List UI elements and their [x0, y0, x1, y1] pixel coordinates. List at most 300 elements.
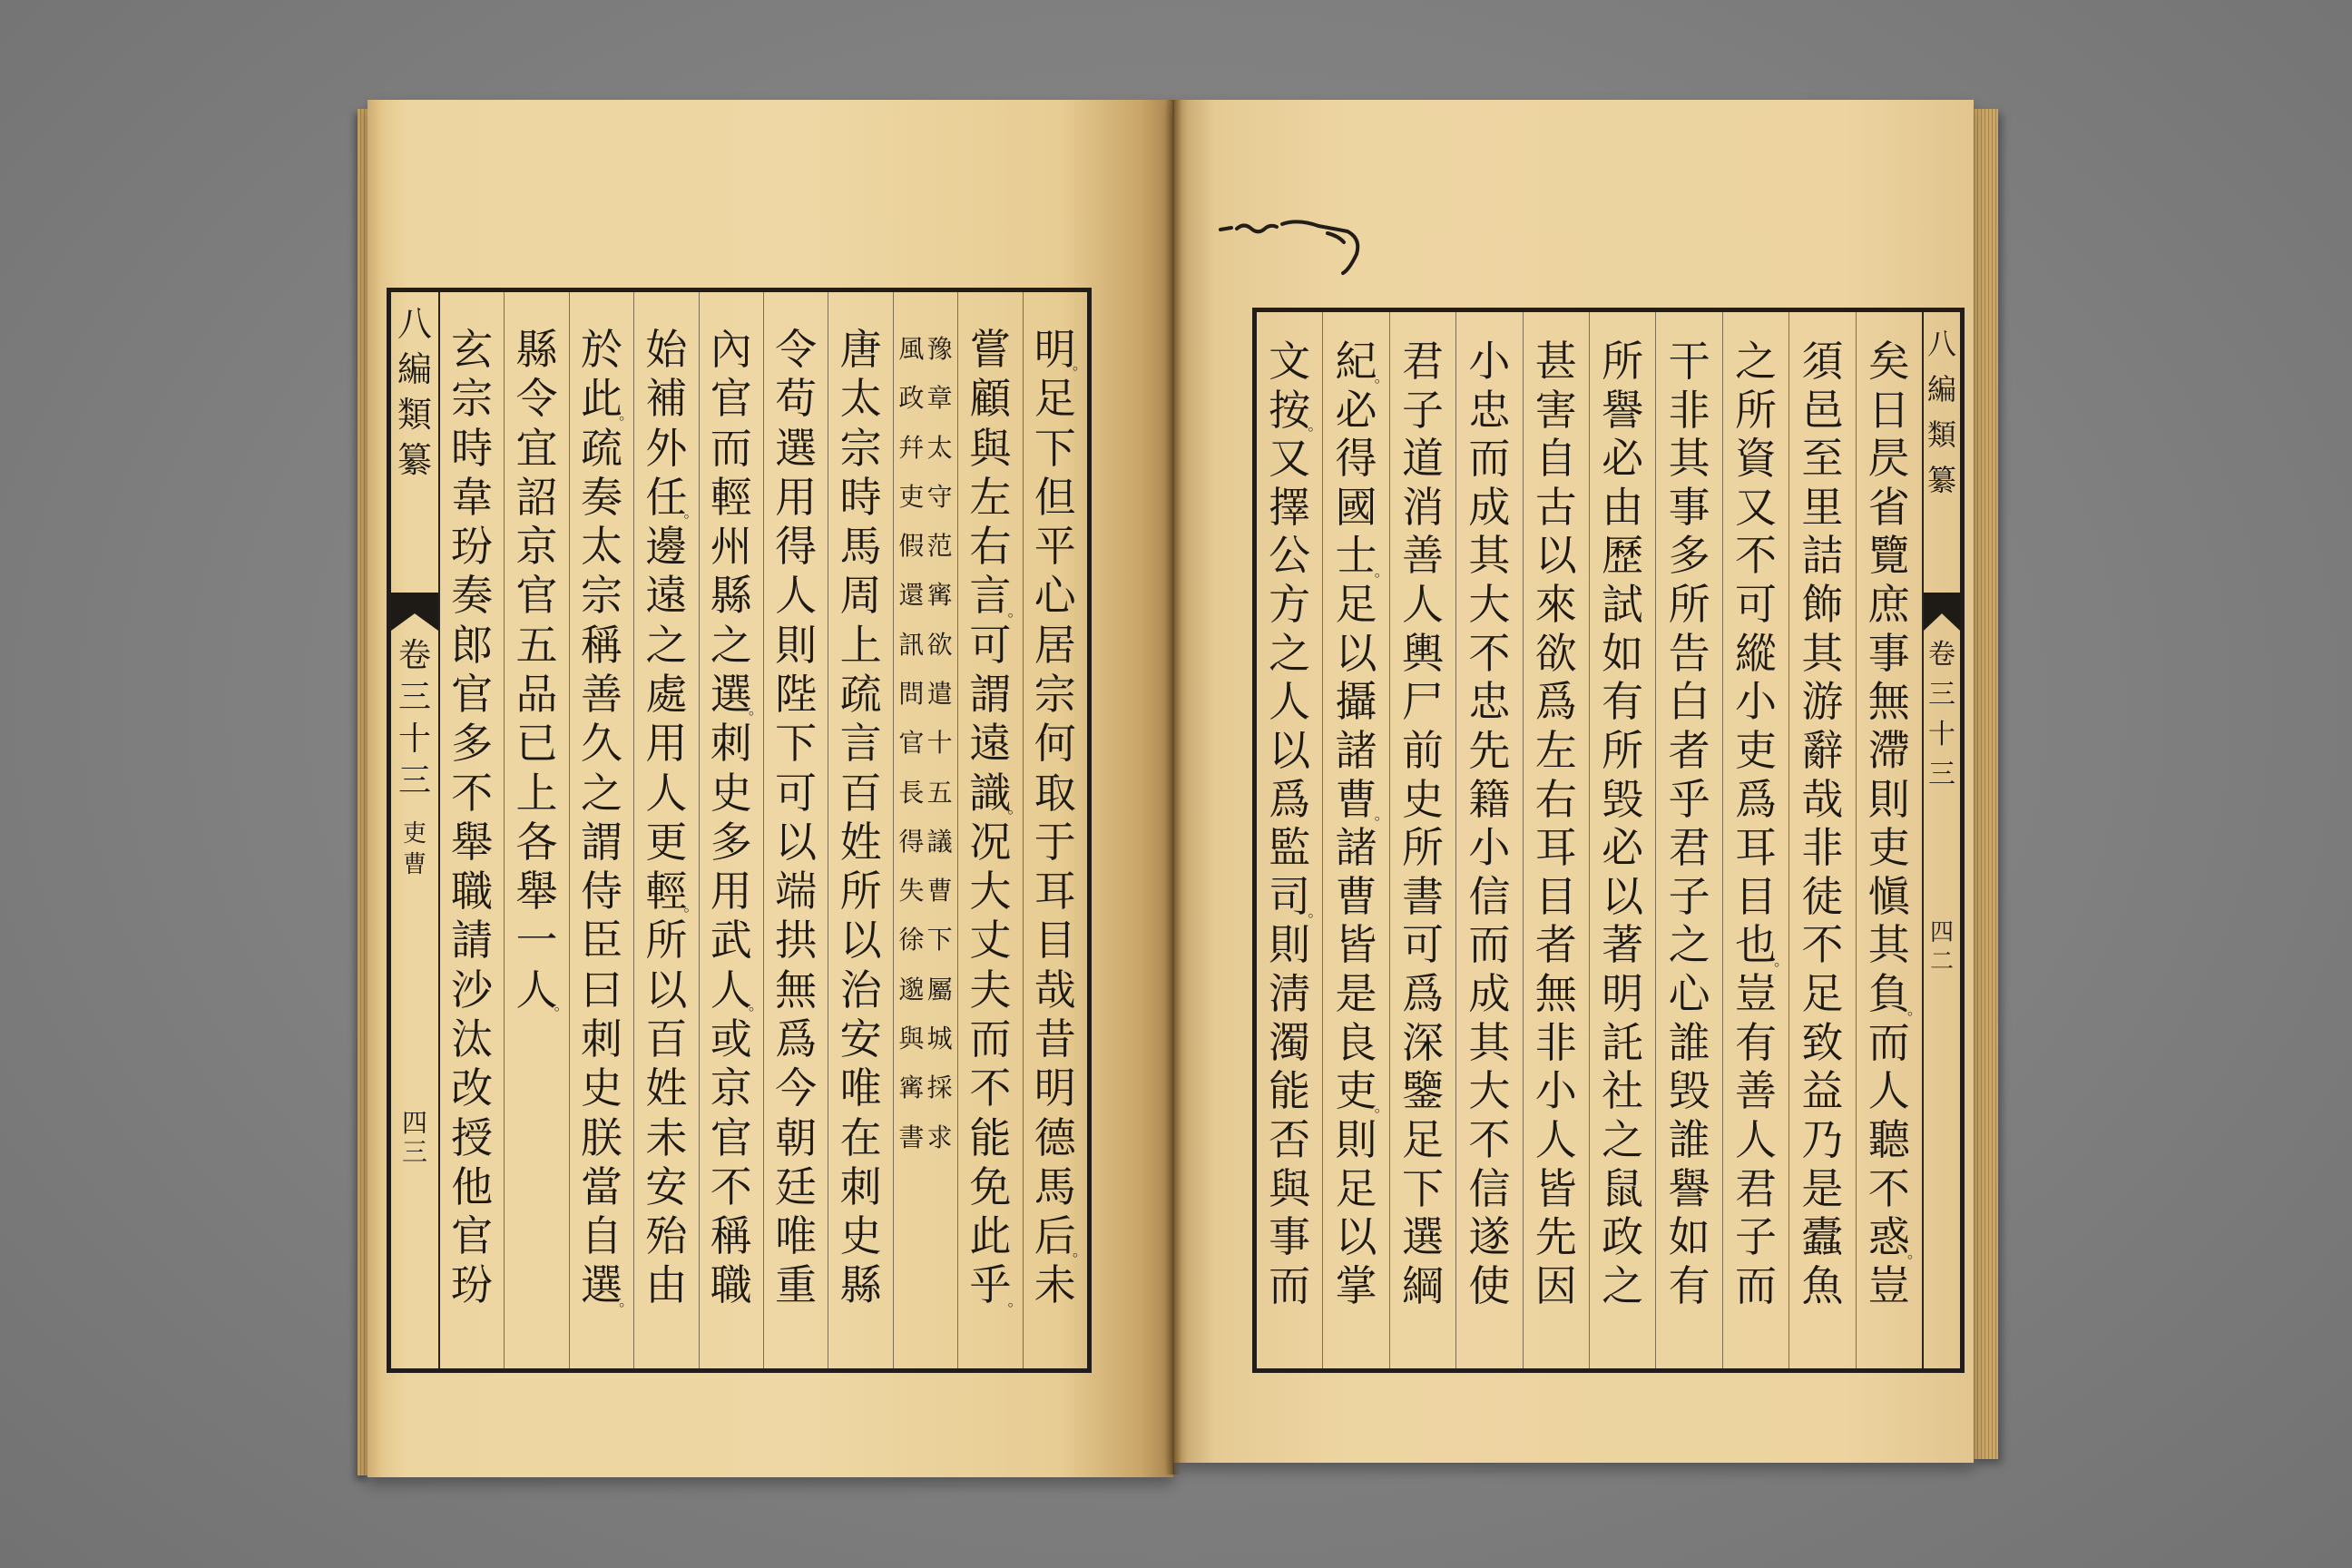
glyph: 必 [1335, 385, 1377, 435]
glyph: 官 [451, 670, 494, 719]
glyph: 沙 [451, 965, 494, 1014]
glyph: 也 [1734, 920, 1777, 970]
glyph: 但 [1034, 472, 1076, 522]
glyph: 與 [969, 423, 1012, 473]
punctuation-mark: 。 [1308, 416, 1323, 435]
glyph: 謂 [969, 670, 1012, 719]
glyph: 類 [1926, 417, 1956, 452]
column-text [1323, 312, 1388, 1368]
glyph: 而 [1468, 434, 1511, 484]
glyph: 矣 [1867, 337, 1910, 386]
glyph: 以 [645, 965, 688, 1014]
text-column [1656, 312, 1722, 1368]
glyph: 三 [1928, 759, 1955, 790]
page-number [391, 1109, 438, 1169]
annotation-text [926, 292, 954, 1368]
glyph: 官 [710, 1112, 752, 1162]
glyph: 不 [1734, 531, 1777, 581]
glyph: 社 [1602, 1066, 1644, 1116]
glyph: 多 [710, 817, 752, 867]
glyph: 因 [1534, 1260, 1577, 1310]
glyph: 用 [645, 719, 688, 769]
glyph: 更 [645, 817, 688, 867]
glyph: 告 [1668, 628, 1710, 678]
glyph: 使 [1468, 1260, 1511, 1310]
glyph: 令 [775, 325, 818, 374]
glyph: 益 [1801, 1066, 1844, 1116]
glyph: 忠 [1468, 677, 1511, 727]
glyph: 顧 [969, 374, 1012, 424]
glyph: 曰 [580, 965, 622, 1014]
glyph: 五 [926, 777, 953, 808]
glyph: 假 [898, 531, 925, 562]
glyph: 自 [1534, 434, 1577, 484]
glyph: 三 [1928, 679, 1955, 710]
glyph: 于 [1034, 817, 1076, 867]
glyph: 下 [926, 925, 953, 956]
punctuation-mark: 。 [1374, 563, 1389, 581]
glyph: 刺 [839, 1161, 882, 1211]
glyph: 此 [969, 1211, 1012, 1261]
punctuation-mark: 。 [1774, 952, 1789, 970]
glyph: 后 [1034, 1211, 1076, 1261]
glyph: 所 [1668, 580, 1710, 630]
glyph: 人 [1734, 1114, 1777, 1164]
glyph: 事 [1668, 482, 1710, 532]
glyph: 干 [1668, 337, 1710, 386]
glyph: 欲 [1534, 628, 1577, 678]
glyph: 謂 [580, 817, 622, 867]
glyph: 之 [1668, 920, 1710, 970]
punctuation-mark: 。 [1374, 368, 1389, 386]
glyph: 採 [926, 1073, 953, 1103]
glyph: 又 [1734, 482, 1777, 532]
glyph: 之 [645, 620, 688, 670]
glyph: 史 [710, 768, 752, 818]
glyph: 幷 [898, 432, 925, 463]
glyph: 與 [898, 1024, 925, 1054]
glyph: 前 [1401, 725, 1444, 775]
glyph: 有 [1602, 677, 1644, 727]
glyph: 太 [839, 374, 882, 424]
glyph: 馬 [839, 522, 882, 572]
glyph: 守 [926, 481, 953, 512]
glyph: 方 [1269, 580, 1311, 630]
glyph: 足 [1335, 580, 1377, 630]
glyph: 所 [645, 916, 688, 965]
glyph: 文 [1269, 337, 1311, 386]
glyph: 其 [1468, 1017, 1511, 1067]
glyph: 則 [1867, 774, 1910, 824]
glyph: 遠 [969, 719, 1012, 769]
glyph: 書 [898, 1122, 925, 1152]
glyph: 爲 [775, 1014, 818, 1063]
glyph: 小 [1468, 337, 1511, 386]
glyph: 大 [1468, 1066, 1511, 1116]
text-column [1723, 312, 1789, 1368]
punctuation-mark: 。 [1374, 806, 1389, 824]
column-text [505, 292, 568, 1368]
glyph: 人 [710, 965, 752, 1014]
glyph: 爲 [1534, 677, 1577, 727]
glyph: 縱 [1734, 628, 1777, 678]
glyph: 曹 [1335, 871, 1377, 921]
glyph: 史 [839, 1211, 882, 1261]
glyph: 士 [1335, 531, 1377, 581]
glyph: 玢 [451, 522, 494, 572]
glyph: 免 [969, 1161, 1012, 1211]
glyph: 失 [898, 876, 925, 906]
glyph: 足 [1034, 374, 1076, 424]
glyph: 鼠 [1602, 1163, 1644, 1213]
glyph: 淸 [1269, 969, 1311, 1019]
glyph: 與 [1269, 1163, 1311, 1213]
glyph: 在 [839, 1112, 882, 1162]
glyph: 遣 [926, 679, 953, 709]
column-text [1857, 312, 1922, 1368]
glyph: 范 [926, 531, 953, 562]
glyph: 宗 [451, 374, 494, 424]
glyph: 長 [898, 777, 925, 808]
glyph: 重 [775, 1260, 818, 1310]
glyph: 心 [1034, 571, 1076, 621]
glyph: 來 [1534, 580, 1577, 630]
glyph: 譽 [1668, 1163, 1710, 1213]
glyph: 曹 [1335, 774, 1377, 824]
glyph: 右 [1534, 774, 1577, 824]
glyph: 徒 [1801, 871, 1844, 921]
glyph: 毁 [1668, 1066, 1710, 1116]
glyph: 屬 [926, 974, 953, 1004]
glyph: 未 [1034, 1260, 1076, 1310]
glyph: 唯 [839, 1063, 882, 1113]
glyph: 三 [401, 1137, 427, 1167]
glyph: 百 [645, 1014, 688, 1063]
text-body [440, 292, 1087, 1368]
glyph: 唐 [839, 325, 882, 374]
glyph: 邊 [645, 522, 688, 572]
glyph: 豈 [1734, 969, 1777, 1019]
column-text [1456, 312, 1522, 1368]
glyph: 君 [1668, 823, 1710, 873]
column-text [570, 292, 633, 1368]
glyph: 卷 [1928, 639, 1955, 671]
glyph: 爲 [1269, 774, 1311, 824]
glyph: 稱 [580, 620, 622, 670]
glyph: 京 [515, 522, 558, 572]
glyph: 之 [1602, 1260, 1644, 1310]
glyph: 濁 [1269, 1017, 1311, 1067]
fishtail-mark [391, 593, 438, 631]
glyph: 攝 [1335, 677, 1377, 727]
glyph: 由 [1602, 482, 1644, 532]
text-column [1524, 312, 1590, 1368]
glyph: 之 [1734, 337, 1777, 386]
glyph: 子 [1401, 385, 1444, 435]
glyph: 監 [1269, 823, 1311, 873]
glyph: 十 [926, 728, 953, 759]
glyph: 事 [1867, 628, 1910, 678]
glyph: 端 [775, 867, 818, 916]
glyph: 人 [515, 965, 558, 1014]
glyph: 姓 [839, 817, 882, 867]
glyph: 多 [1668, 531, 1710, 581]
glyph: 著 [1602, 920, 1644, 970]
glyph: 非 [1668, 385, 1710, 435]
glyph: 歷 [1602, 531, 1644, 581]
column-text [958, 292, 1022, 1368]
glyph: 小 [1534, 1066, 1577, 1116]
glyph: 是 [1801, 1163, 1844, 1213]
glyph: 官 [451, 1211, 494, 1261]
glyph: 平 [1034, 522, 1076, 572]
glyph: 目 [1034, 916, 1076, 965]
glyph: 而 [1734, 1260, 1777, 1310]
glyph: 百 [839, 768, 882, 818]
glyph: 乃 [1801, 1114, 1844, 1164]
page-edge-stack [1971, 109, 1998, 1459]
text-column [505, 292, 569, 1368]
glyph: 下 [1034, 423, 1076, 473]
glyph: 皆 [1534, 1163, 1577, 1213]
glyph: 風 [898, 334, 925, 364]
glyph: 大 [969, 867, 1012, 916]
glyph: 奏 [451, 571, 494, 621]
glyph: 下 [1401, 1163, 1444, 1213]
glyph: 無 [1534, 969, 1577, 1019]
glyph: 以 [1602, 871, 1644, 921]
glyph: 廷 [775, 1161, 818, 1211]
glyph: 刺 [710, 719, 752, 769]
glyph: 君 [1734, 1163, 1777, 1213]
glyph: 未 [645, 1112, 688, 1162]
glyph: 用 [710, 867, 752, 916]
glyph: 掌 [1335, 1260, 1377, 1310]
glyph: 則 [775, 620, 818, 670]
glyph: 所 [1734, 385, 1777, 435]
glyph: 朝 [775, 1112, 818, 1162]
glyph: 不 [451, 768, 494, 818]
glyph: 下 [775, 719, 818, 769]
glyph: 可 [1401, 920, 1444, 970]
glyph: 章 [926, 383, 953, 414]
glyph: 縣 [515, 325, 558, 374]
punctuation-mark: 。 [1007, 1291, 1023, 1309]
glyph: 所 [1401, 823, 1444, 873]
glyph: 陛 [775, 670, 818, 719]
glyph: 馬 [1034, 1161, 1076, 1211]
annotation-line [926, 292, 954, 1368]
glyph: 殆 [645, 1211, 688, 1261]
glyph: 此 [580, 374, 622, 424]
glyph: 善 [1401, 531, 1444, 581]
glyph: 諸 [1335, 823, 1377, 873]
glyph: 試 [1602, 580, 1644, 630]
column-text [634, 292, 698, 1368]
glyph: 史 [1401, 774, 1444, 824]
glyph: 事 [1269, 1212, 1311, 1262]
punctuation-mark: 。 [1374, 1097, 1389, 1115]
glyph: 以 [839, 916, 882, 965]
book-gutter [1165, 100, 1181, 1475]
annotation-text [897, 292, 926, 1368]
glyph: 汰 [451, 1014, 494, 1063]
glyph: 玢 [451, 1260, 494, 1310]
glyph: 鑒 [1401, 1066, 1444, 1116]
glyph: 爲 [1401, 969, 1444, 1019]
glyph: 苟 [775, 374, 818, 424]
punctuation-mark: 。 [683, 897, 699, 916]
glyph: 徐 [898, 925, 925, 956]
glyph: 處 [645, 670, 688, 719]
glyph: 居 [1034, 620, 1076, 670]
glyph: 或 [710, 1014, 752, 1063]
column-text [828, 292, 892, 1368]
text-column [440, 292, 505, 1368]
glyph: 明 [1602, 969, 1644, 1019]
glyph: 唯 [775, 1211, 818, 1261]
glyph: 諸 [1335, 725, 1377, 775]
glyph: 各 [515, 817, 558, 867]
glyph: 已 [515, 719, 558, 769]
glyph: 况 [969, 817, 1012, 867]
glyph: 擇 [1269, 482, 1311, 532]
glyph: 姓 [645, 1063, 688, 1113]
glyph: 皆 [1335, 920, 1377, 970]
column-text [1024, 292, 1087, 1368]
punctuation-mark: 。 [1007, 602, 1023, 620]
book-title [391, 301, 438, 492]
glyph: 任 [645, 472, 688, 522]
glyph: 時 [839, 472, 882, 522]
glyph: 人 [645, 768, 688, 818]
glyph: 輕 [710, 472, 752, 522]
page-margin-strip [391, 292, 440, 1368]
glyph: 拱 [775, 916, 818, 965]
glyph: 而 [1269, 1260, 1311, 1310]
glyph: 宗 [580, 571, 622, 621]
glyph: 之 [1269, 628, 1311, 678]
glyph: 不 [1801, 920, 1844, 970]
glyph: 至 [1801, 434, 1844, 484]
glyph: 魚 [1801, 1260, 1844, 1310]
glyph: 人 [1269, 677, 1311, 727]
glyph: 得 [775, 522, 818, 572]
glyph: 邑 [1801, 385, 1844, 435]
glyph: 編 [1926, 372, 1956, 407]
text-column [1024, 292, 1087, 1368]
column-text [1789, 312, 1855, 1368]
glyph: 其 [1468, 531, 1511, 581]
glyph: 三 [397, 762, 431, 799]
punctuation-mark: 。 [1906, 1000, 1922, 1018]
glyph: 政 [898, 383, 925, 414]
glyph: 哉 [1034, 965, 1076, 1014]
glyph: 內 [710, 325, 752, 374]
glyph: 信 [1468, 1163, 1511, 1213]
glyph: 可 [969, 620, 1012, 670]
glyph: 政 [1602, 1212, 1644, 1262]
glyph: 白 [1668, 677, 1710, 727]
glyph: 久 [580, 719, 622, 769]
glyph: 目 [1734, 871, 1777, 921]
glyph: 消 [1401, 482, 1444, 532]
glyph: 公 [1269, 531, 1311, 581]
glyph: 之 [1602, 1114, 1644, 1164]
glyph: 不 [1468, 628, 1511, 678]
glyph: 以 [1335, 1212, 1377, 1262]
glyph: 其 [1668, 434, 1710, 484]
glyph: 武 [710, 916, 752, 965]
glyph: 飾 [1801, 580, 1844, 630]
glyph: 省 [1867, 482, 1910, 532]
glyph: 籍 [1468, 774, 1511, 824]
glyph: 明 [1034, 1063, 1076, 1113]
glyph: 足 [1401, 1114, 1444, 1164]
column-text [1723, 312, 1788, 1368]
glyph: 豈 [1867, 1260, 1910, 1310]
glyph: 小 [1734, 677, 1777, 727]
text-column [634, 292, 699, 1368]
glyph: 愼 [1867, 871, 1910, 921]
glyph: 城 [926, 1024, 953, 1054]
punctuation-mark: 。 [748, 701, 763, 719]
glyph: 害 [1534, 385, 1577, 435]
volume-label [391, 635, 438, 808]
glyph: 必 [1602, 823, 1644, 873]
glyph: 四 [401, 1108, 427, 1138]
glyph: 一 [515, 916, 558, 965]
glyph: 京 [710, 1063, 752, 1113]
glyph: 卷 [397, 637, 431, 674]
glyph: 毁 [1602, 774, 1644, 824]
glyph: 言 [839, 719, 882, 769]
text-body [1257, 312, 1922, 1368]
glyph: 蠹 [1801, 1212, 1844, 1262]
glyph: 以 [1534, 531, 1577, 581]
glyph: 則 [1335, 1114, 1377, 1164]
glyph: 夫 [969, 965, 1012, 1014]
punctuation-mark: 。 [683, 504, 699, 522]
glyph: 何 [1034, 719, 1076, 769]
glyph: 其 [1867, 920, 1910, 970]
glyph: 如 [1668, 1212, 1710, 1262]
glyph: 其 [1801, 628, 1844, 678]
glyph: 舉 [515, 867, 558, 916]
glyph: 大 [1468, 580, 1511, 630]
glyph: 之 [710, 620, 752, 670]
text-column [828, 292, 893, 1368]
glyph: 丈 [969, 916, 1012, 965]
glyph: 曹 [402, 851, 426, 878]
glyph: 右 [969, 522, 1012, 572]
glyph: 小 [1468, 823, 1511, 873]
glyph: 八 [1926, 327, 1956, 361]
text-column [570, 292, 634, 1368]
glyph: 寗 [898, 1073, 925, 1103]
glyph: 滯 [1867, 725, 1910, 775]
glyph: 乎 [969, 1260, 1012, 1310]
glyph: 選 [710, 670, 752, 719]
glyph: 德 [1034, 1112, 1076, 1162]
glyph: 託 [1602, 1017, 1644, 1067]
text-column [1789, 312, 1856, 1368]
glyph: 周 [839, 571, 882, 621]
glyph: 縣 [839, 1260, 882, 1310]
glyph: 侍 [580, 867, 622, 916]
glyph: 官 [898, 728, 925, 759]
annotation-line [897, 292, 926, 1368]
